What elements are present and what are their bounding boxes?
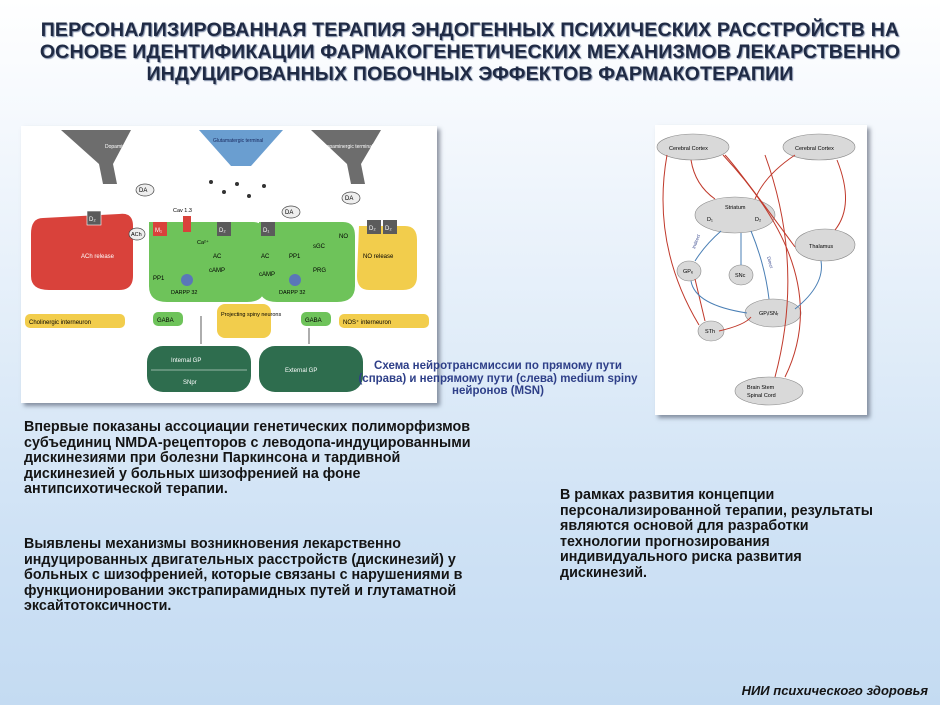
cortex-label-1: Cerebral Cortex <box>669 146 708 152</box>
camp-label-right: cAMP <box>259 272 276 278</box>
da-label-2: DA <box>285 210 294 216</box>
gaba-label-left: GABA <box>157 318 174 324</box>
cholinergic-label: Cholinergic interneuron <box>29 320 92 326</box>
da-label-1: DA <box>139 188 148 194</box>
pp1-label-left: PP1 <box>153 276 165 282</box>
gpi-label: GPᵢ/SNᵣ <box>759 311 779 317</box>
da-label-3: DA <box>345 196 354 202</box>
glutamatergic-terminal-label: Glutamatergic terminal <box>213 138 264 144</box>
snr-label: SNpr <box>183 380 197 386</box>
ca-label: Ca²⁺ <box>197 240 209 246</box>
ach-release-label: ACh release <box>81 254 115 260</box>
thalamus-label: Thalamus <box>809 244 834 250</box>
m1-receptor: M₁ <box>155 228 163 234</box>
striatum-d1-label: D₁ <box>707 217 713 223</box>
cav-label: Cav 1.3 <box>173 208 192 214</box>
camp-label-left: cAMP <box>209 268 226 274</box>
figure-caption: Схема нейротрансмиссии по прямому пути (справа) и непрямому пути (слева) medium spiny нейронов (MSN) <box>358 360 638 397</box>
direct-label: Direct <box>766 255 774 269</box>
d2-receptor-cholinergic: D₂ <box>89 217 96 223</box>
darpp-label-left: DARPP 32 <box>171 290 198 296</box>
no-release-label: NO release <box>363 254 394 260</box>
dopaminergic-terminal-label-right: Dopaminergic terminal <box>323 144 374 150</box>
conclusion-paragraph: В рамках развития концепции персонализированной терапии, результаты являются основой для разработки технологии прогнозирования индивидуального риска развития дискинезий. <box>560 487 873 581</box>
d2-receptor-nos-2: D₂ <box>385 226 392 232</box>
indirect-label: Indirect <box>691 233 701 250</box>
pp1-label-right: PP1 <box>289 254 301 260</box>
prg-label: PRG <box>313 268 327 274</box>
dopaminergic-terminal-label-left: Dopaminergic terminal <box>105 144 156 150</box>
darpp-label-right: DARPP 32 <box>279 290 306 296</box>
d2-receptor-indirect: D₂ <box>219 228 226 234</box>
institute-footer: НИИ психического здоровья <box>741 683 928 698</box>
glutamatergic-terminal <box>199 130 283 166</box>
finding-paragraph-1: Впервые показаны ассоциации генетических полиморфизмов субъединиц NMDA-рецепторов с леводопа-индуцированными дискинезиями при болезни Паркинсона и тардивной дискинезией у больных шизофренией на фоне антипсихотической терапии. <box>24 419 471 498</box>
gpe-label: GPₑ <box>683 269 693 275</box>
d2-receptor-nos: D₂ <box>369 226 376 232</box>
sgc-label: sGC <box>313 244 325 250</box>
internal-gp-box <box>147 346 251 392</box>
cortex-label-2: Cerebral Cortex <box>795 146 834 152</box>
slide-title: ПЕРСОНАЛИЗИРОВАННАЯ ТЕРАПИЯ ЭНДОГЕННЫХ ПСИХИЧЕСКИХ РАССТРОЙСТВ НА ОСНОВЕ ИДЕНТИФИКАЦИИ ФАРМАКОГЕНЕТИЧЕСКИХ МЕХАНИЗМОВ ЛЕКАРСТВЕННО ИНДУЦИРОВАННЫХ ПОБОЧНЫХ ЭФФЕКТОВ ФАРМАКОТЕРАПИИ <box>39 19 901 85</box>
ac-label-left: AC <box>213 254 222 260</box>
striatum-d2-label: D₂ <box>755 217 762 223</box>
basal-ganglia-circuit-diagram <box>655 125 867 415</box>
projecting-neurons-label: Projecting spiny neurons <box>221 312 282 318</box>
cholinergic-interneuron-cell <box>31 214 133 290</box>
stn-label: STh <box>705 329 716 335</box>
no-label: NO <box>339 234 348 240</box>
d1-receptor: D₁ <box>263 228 270 234</box>
external-gp-label: External GP <box>285 368 318 374</box>
ac-label-right: AC <box>261 254 270 260</box>
nos-label: NOS⁺ interneuron <box>343 320 392 326</box>
brainstem-label: Brain Stem <box>747 385 775 391</box>
dopaminergic-terminal-left <box>61 130 131 184</box>
snc-label: SNc <box>735 273 746 279</box>
ach-label: ACh <box>131 232 142 238</box>
striatum-label: Striatum <box>725 205 746 211</box>
gaba-label-right: GABA <box>305 318 322 324</box>
spinal-cord-label: Spinal Cord <box>747 393 776 399</box>
internal-gp-label: Internal GP <box>171 358 202 364</box>
dopaminergic-terminal-right <box>311 130 381 184</box>
finding-paragraph-2: Выявлены механизмы возникновения лекарственно индуцированных двигательных расстройств (дискинезий) у больных с шизофренией, которые связаны с нарушениями в функционировании экстрапирамидных путей и глутаматной эксайтотоксичности. <box>24 536 463 615</box>
